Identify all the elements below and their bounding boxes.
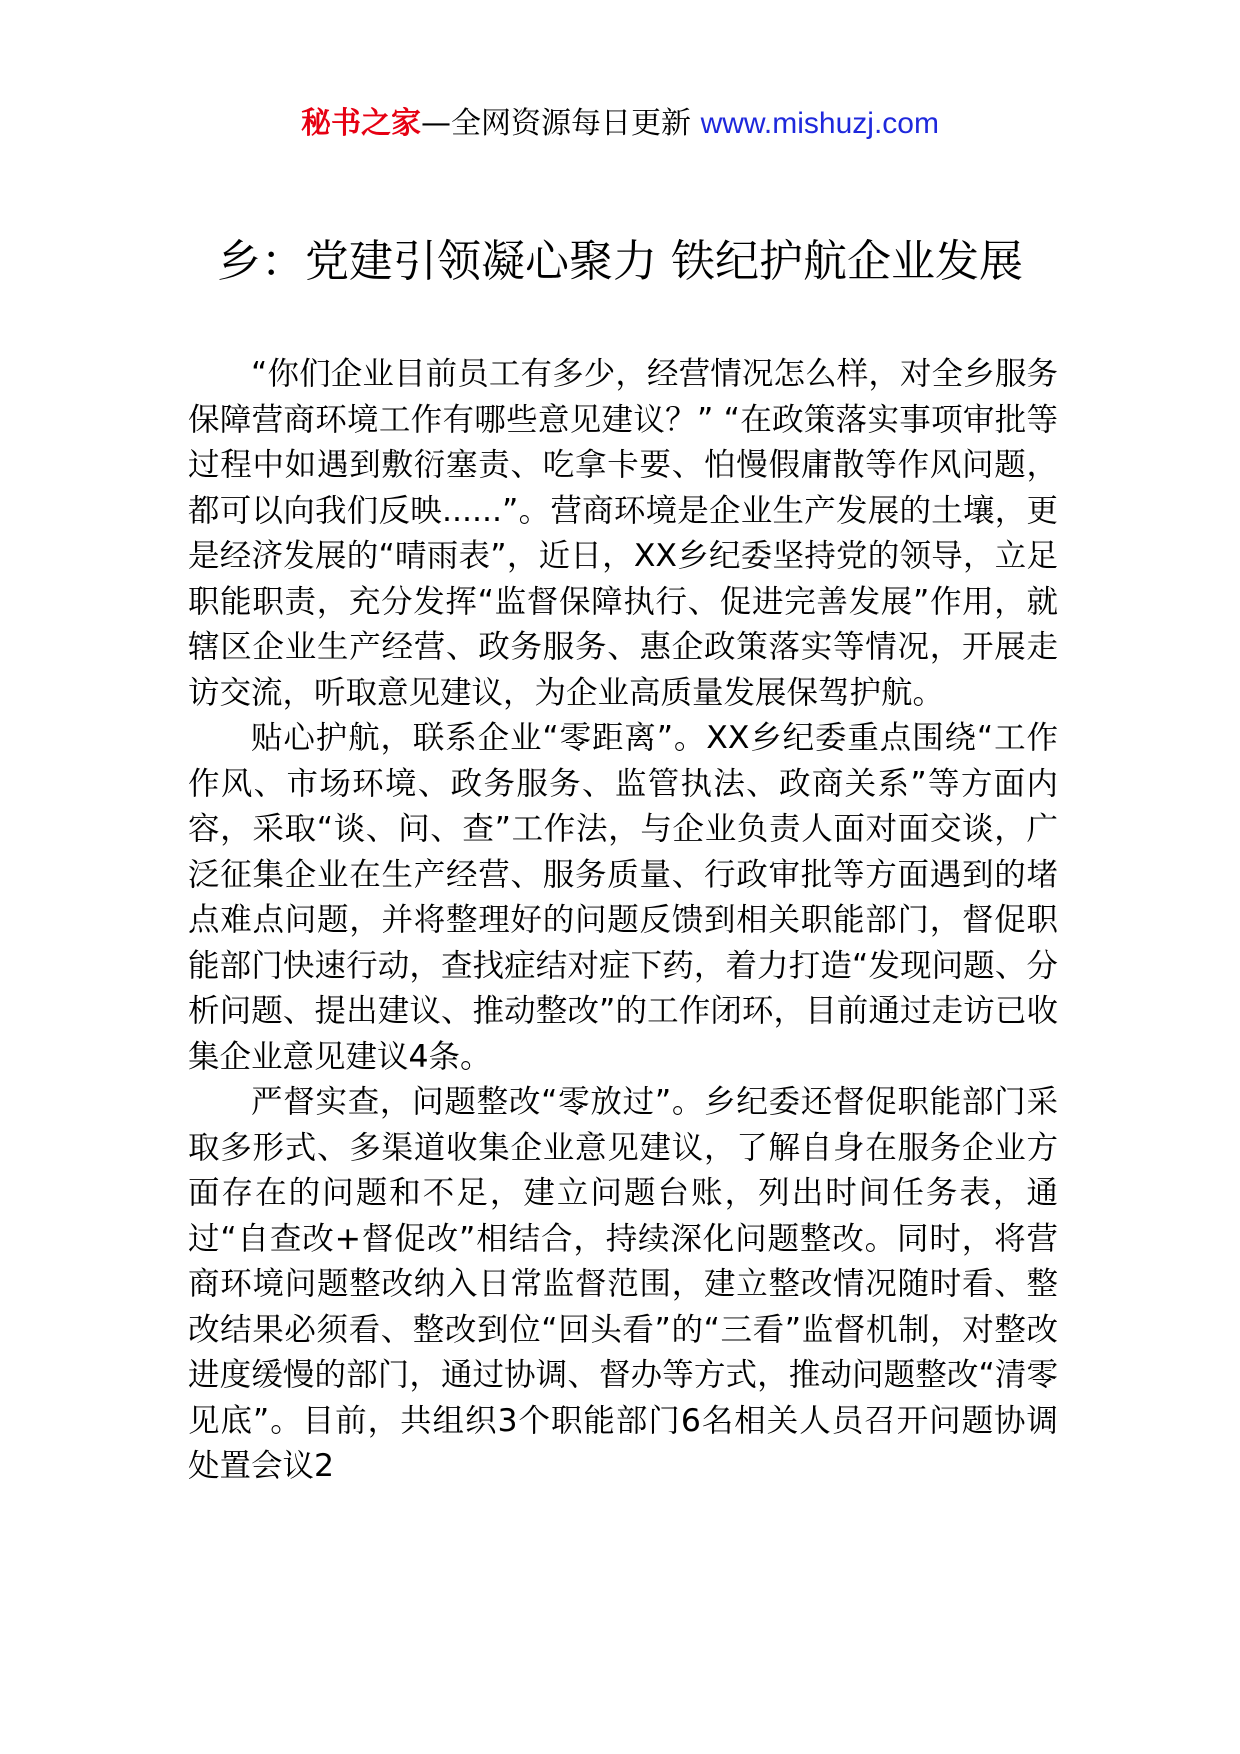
- site-tagline: —全网资源每日更新: [421, 106, 701, 141]
- paragraph-3: 严督实查，问题整改“零放过”。乡纪委还督促职能部门采取多形式、多渠道收集企业意见建议，了解自身在服务企业方面存在的问题和不足，建立问题台账，列出时间任务表，通过“自查改+督促改”相结合，持续深化问题整改。同时，将营商环境问题整改纳入日常监督范围，建立整改情况随时看、整改结果必须看、整改到位“回头看”的“三看”监督机制，对整改进度缓慢的部门，通过协调、督办等方式，推动问题整改“清零见底”。目前，共组织3个职能部门6名相关人员召开问题协调处置会议2: [188, 1084, 1058, 1484]
- site-header: [0, 104, 1240, 144]
- paragraph-1: “你们企业目前员工有多少，经营情况怎么样，对全乡服务保障营商环境工作有哪些意见建议？” “在政策落实事项审批等过程中如遇到敷衍塞责、吃拿卡要、怕慢假庸散等作风问题，都可以向我们反映......”。营商环境是企业生产发展的土壤，更是经济发展的“晴雨表”，近日，XX乡纪委坚持党的领导，立足职能职责，充分发挥“监督保障执行、促进完善发展”作用，就辖区企业生产经营、政务服务、惠企政策落实等情况，开展走访交流，听取意见建议，为企业高质量发展保驾护航。: [188, 356, 1058, 711]
- paragraph-2: 贴心护航，联系企业“零距离”。XX乡纪委重点围绕“工作作风、市场环境、政务服务、监管执法、政商关系”等方面内容，采取“谈、问、查”工作法，与企业负责人面对面交谈，广泛征集企业在生产经营、服务质量、行政审批等方面遇到的堵点难点问题，并将整理好的问题反馈到相关职能部门，督促职能部门快速行动，查找症结对症下药，着力打造“发现问题、分析问题、提出建议、推动整改”的工作闭环，目前通过走访已收集企业意见建议4条。: [188, 720, 1058, 1075]
- site-url[interactable]: www.mishuzj.com: [700, 107, 939, 140]
- site-brand: 秘书之家: [301, 106, 422, 141]
- document-title: 乡：党建引领凝心聚力 铁纪护航企业发展: [217, 236, 1023, 287]
- document-body: [188, 352, 1058, 1490]
